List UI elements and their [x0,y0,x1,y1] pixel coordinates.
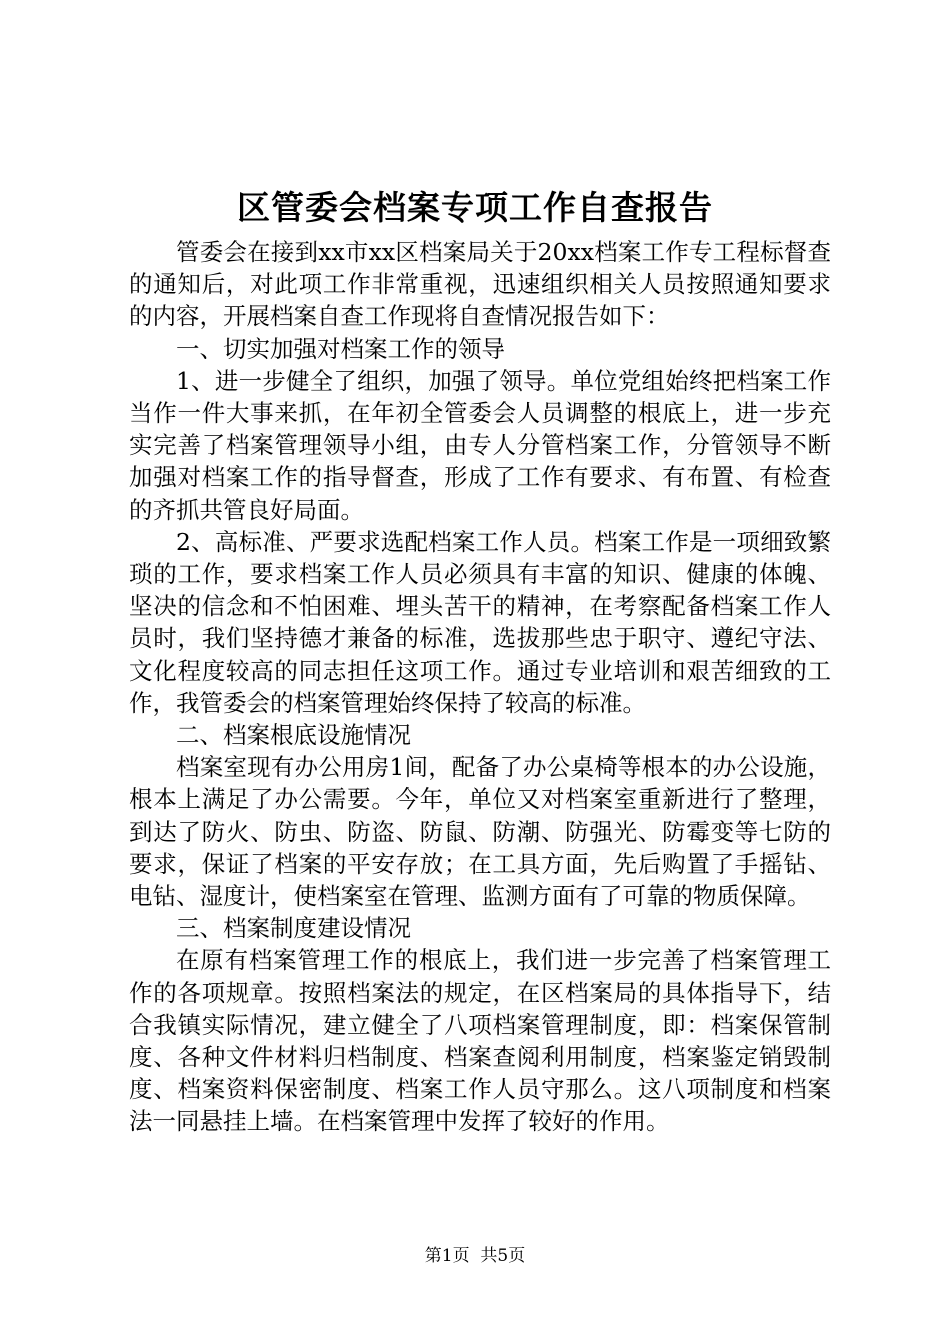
paragraph-3: 在原有档案管理工作的根底上，我们进一步完善了档案管理工作的各项规章。按照档案法的规定，在区档案局的具体指导下，结合我镇实际情况，建立健全了八项档案管理制度，即：档案保管制度、各种文件材料归档制度、档案查阅利用制度，档案鉴定销毁制度、档案资料保密制度、档案工作人员守那么。这八项制度和档案法一同悬挂上墙。在档案管理中发挥了较好的作用。 [129,946,831,1136]
paragraph-2: 档案室现有办公用房1间，配备了办公桌椅等根本的办公设施，根本上满足了办公需要。今年，单位又对档案室重新进行了整理，到达了防火、防虫、防盗、防鼠、防潮、防强光、防霉变等七防的要求，保证了档案的平安存放；在工具方面，先后购置了手摇钻、电钻、湿度计，使档案室在管理、监测方面有了可靠的物质保障。 [129,753,831,911]
paragraph-intro: 管委会在接到xx市xx区档案局关于20xx档案工作专工程标督查的通知后，对此项工作非常重视，迅速组织相关人员按照通知要求的内容，开展档案自查工作现将自查情况报告如下： [129,238,831,331]
page-number: 第1页 [424,1246,470,1266]
paragraph-1-2: 2、高标准、严要求选配档案工作人员。档案工作是一项细致繁琐的工作，要求档案工作人员必须具有丰富的知识、健康的体魄、坚决的信念和不怕困难、埋头苦干的精神，在考察配备档案工作人员时，我们坚持德才兼备的标准，选拔那些忠于职守、遵纪守法、文化程度较高的同志担任这项工作。通过专业培训和艰苦细致的工作，我管委会的档案管理始终保持了较高的标准。 [129,527,831,717]
section-heading-2: 二、档案根底设施情况 [176,721,411,750]
page-footer [0,1244,950,1268]
paragraph-1-1: 1、进一步健全了组织，加强了领导。单位党组始终把档案工作当作一件大事来抓，在年初全管委会人员调整的根底上，进一步充实完善了档案管理领导小组，由专人分管档案工作，分管领导不断加强对档案工作的指导督查，形成了工作有要求、有布置、有检查的齐抓共管良好局面。 [129,366,831,524]
document-title: 区管委会档案专项工作自查报告 [237,188,713,227]
section-heading-3: 三、档案制度建设情况 [176,914,411,943]
section-heading-1: 一、切实加强对档案工作的领导 [176,334,505,363]
page-total: 共5页 [480,1246,526,1266]
footer-separator [470,1246,481,1266]
document-body [129,236,831,1138]
